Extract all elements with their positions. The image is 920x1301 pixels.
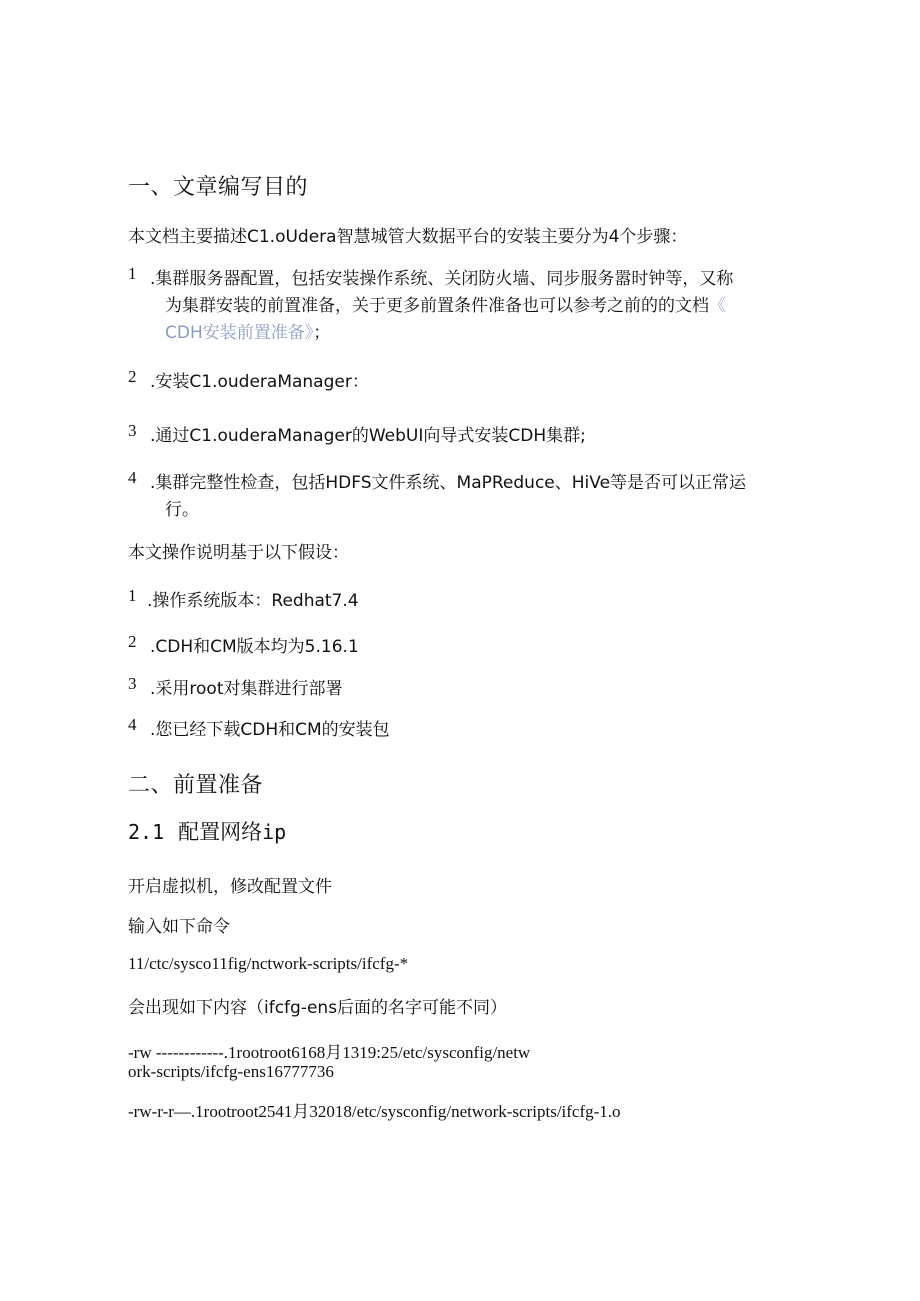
assumption-4-number: 4 — [128, 715, 137, 734]
assumption-2-text: .CDH和CM版本均为5.16.1 — [150, 637, 359, 657]
command-line: 11/ctc/sysco11fig/nctwork-scripts/ifcfg-* — [128, 954, 409, 973]
section-1-title: 一、文章编写目的 — [128, 175, 309, 200]
step-1-line-3 — [165, 318, 330, 343]
step-1-number: 1 — [128, 264, 137, 283]
step-1-line-2 — [165, 291, 726, 316]
step-3-number: 3 — [128, 421, 137, 440]
subsection-title-en: ip — [262, 820, 287, 844]
step-1-tail: ； — [313, 323, 331, 343]
assumptions-intro: 本文操作说明基于以下假设： — [128, 543, 349, 563]
subsection-2-1-title — [128, 816, 286, 846]
step-3-text: .通过C1.ouderaManager的WebUI向导式安装CDH集群; — [150, 426, 586, 446]
step-1-line-1: .集群服务器配置，包括安装操作系统、关闭防火墙、同步服务嚣时钟等，又称 — [150, 269, 734, 289]
step-4-line-2: 行。 — [165, 500, 199, 520]
assumption-3-text: .采用root对集群进行部署 — [150, 679, 343, 699]
assumption-1-number: 1 — [128, 586, 137, 605]
subsection-number: 2.1 — [128, 820, 165, 844]
doc-link-cdh-prep[interactable]: CDH安装前置准备》 — [165, 323, 314, 343]
step-4-line-1: .集群完整性检查，包括HDFS文件系统、MaPReduce、HiVe等是否可以正常运 — [150, 473, 747, 493]
step-4-number: 4 — [128, 468, 137, 487]
assumption-1-text: .操作系统版本：Redhat7.4 — [147, 591, 359, 611]
paragraph-open-vm: 开启虚拟机，修改配置文件 — [128, 877, 332, 897]
assumption-2-number: 2 — [128, 632, 137, 651]
output-line-2: -rw-r-r—.1rootroot2541月32018/etc/sysconfig/network-scripts/ifcfg-1.o — [128, 1102, 621, 1121]
step-1-line-2-text: 为集群安装的前置准备，关于更多前置条件准备也可以参考之前的的文档 — [165, 296, 709, 316]
output-line-1a: -rw ------------.1rootroot6168月1319:25/etc/sysconfig/netw — [128, 1043, 531, 1062]
assumption-4-text: .您已经下载CDH和CM的安装包 — [150, 720, 390, 740]
paragraph-input-command: 输入如下命令 — [128, 917, 230, 937]
section-2-title: 二、前置准备 — [128, 773, 264, 798]
subsection-title-cn: 配置网络 — [178, 820, 263, 844]
intro-paragraph: 本文档主要描述C1.oUdera智慧城管大数据平台的安装主要分为4个步骤： — [128, 227, 688, 247]
paragraph-output-intro: 会出现如下内容（ifcfg-ens后面的名字可能不同） — [128, 998, 508, 1018]
doc-link-open[interactable]: 《 — [709, 296, 726, 316]
assumption-3-number: 3 — [128, 674, 137, 693]
output-line-1b: ork-scripts/ifcfg-ens16777736 — [128, 1062, 334, 1081]
step-2-number: 2 — [128, 367, 137, 386]
step-2-text: .安装C1.ouderaManager： — [150, 372, 369, 392]
